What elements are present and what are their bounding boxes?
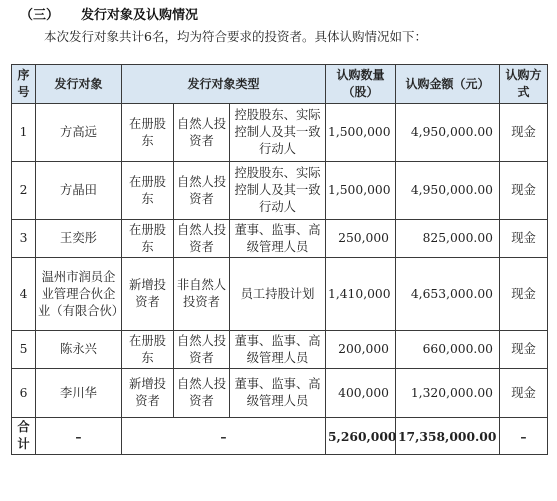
cell-type-category: 自然人投资者 (174, 162, 230, 220)
intro-paragraph: 本次发行对象共计6名，均为符合要求的投资者。具体认购情况如下： (44, 29, 427, 44)
table-row (12, 258, 548, 331)
cell-amount: 4,653,000.00 (396, 258, 500, 331)
cell-method: 现金 (500, 331, 548, 369)
cell-seq: 5 (12, 331, 36, 369)
header-amount: 认购金额（元） (396, 65, 500, 104)
cell-method: 现金 (500, 104, 548, 162)
cell-type-category: 非自然人投资者 (174, 258, 230, 331)
total-qty: 5,260,000 (326, 418, 396, 455)
cell-amount: 660,000.00 (396, 331, 500, 369)
cell-type-status: 新增投资者 (122, 369, 174, 418)
cell-type-status: 在册股东 (122, 331, 174, 369)
cell-amount: 4,950,000.00 (396, 162, 500, 220)
cell-qty: 1,500,000 (326, 104, 396, 162)
table-header-row (12, 65, 548, 104)
table-row (12, 104, 548, 162)
table-row (12, 220, 548, 258)
total-label: 合计 (12, 418, 36, 455)
header-name: 发行对象 (36, 65, 122, 104)
cell-type-status: 在册股东 (122, 162, 174, 220)
cell-seq: 2 (12, 162, 36, 220)
cell-type-relation: 控股股东、实际控制人及其一致行动人 (230, 104, 326, 162)
total-row (12, 418, 548, 455)
header-type: 发行对象类型 (122, 65, 326, 104)
table-row (12, 369, 548, 418)
cell-method: 现金 (500, 258, 548, 331)
total-amount: 17,358,000.00 (396, 418, 500, 455)
cell-method: 现金 (500, 369, 548, 418)
cell-type-category: 自然人投资者 (174, 104, 230, 162)
section-title: 发行对象及认购情况 (81, 8, 199, 23)
cell-qty: 1,500,000 (326, 162, 396, 220)
cell-type-relation: 董事、监事、高级管理人员 (230, 220, 326, 258)
table-row (12, 331, 548, 369)
cell-type-status: 在册股东 (122, 220, 174, 258)
total-name-dash: – (36, 418, 122, 455)
cell-type-category: 自然人投资者 (174, 220, 230, 258)
cell-qty: 1,410,000 (326, 258, 396, 331)
cell-method: 现金 (500, 220, 548, 258)
header-qty: 认购数量（股） (326, 65, 396, 104)
header-method: 认购方式 (500, 65, 548, 104)
cell-type-status: 新增投资者 (122, 258, 174, 331)
section-heading (20, 4, 198, 23)
cell-name: 温州市润员企业管理合伙企业（有限合伙） (36, 258, 122, 331)
table-row (12, 162, 548, 220)
cell-method: 现金 (500, 162, 548, 220)
cell-type-relation: 董事、监事、高级管理人员 (230, 331, 326, 369)
cell-amount: 4,950,000.00 (396, 104, 500, 162)
cell-type-relation: 董事、监事、高级管理人员 (230, 369, 326, 418)
subscription-table (11, 64, 548, 455)
total-type-dash: – (122, 418, 326, 455)
cell-name: 方晶田 (36, 162, 122, 220)
cell-seq: 6 (12, 369, 36, 418)
cell-seq: 1 (12, 104, 36, 162)
cell-type-relation: 控股股东、实际控制人及其一致行动人 (230, 162, 326, 220)
cell-qty: 200,000 (326, 331, 396, 369)
cell-qty: 400,000 (326, 369, 396, 418)
cell-name: 李川华 (36, 369, 122, 418)
cell-type-category: 自然人投资者 (174, 369, 230, 418)
section-number: （三） (20, 8, 60, 23)
cell-seq: 4 (12, 258, 36, 331)
cell-qty: 250,000 (326, 220, 396, 258)
cell-amount: 1,320,000.00 (396, 369, 500, 418)
cell-name: 王奕彤 (36, 220, 122, 258)
cell-type-status: 在册股东 (122, 104, 174, 162)
cell-amount: 825,000.00 (396, 220, 500, 258)
cell-type-relation: 员工持股计划 (230, 258, 326, 331)
cell-seq: 3 (12, 220, 36, 258)
cell-name: 方高远 (36, 104, 122, 162)
cell-name: 陈永兴 (36, 331, 122, 369)
total-method-dash: – (500, 418, 548, 455)
cell-type-category: 自然人投资者 (174, 331, 230, 369)
header-seq: 序号 (12, 65, 36, 104)
